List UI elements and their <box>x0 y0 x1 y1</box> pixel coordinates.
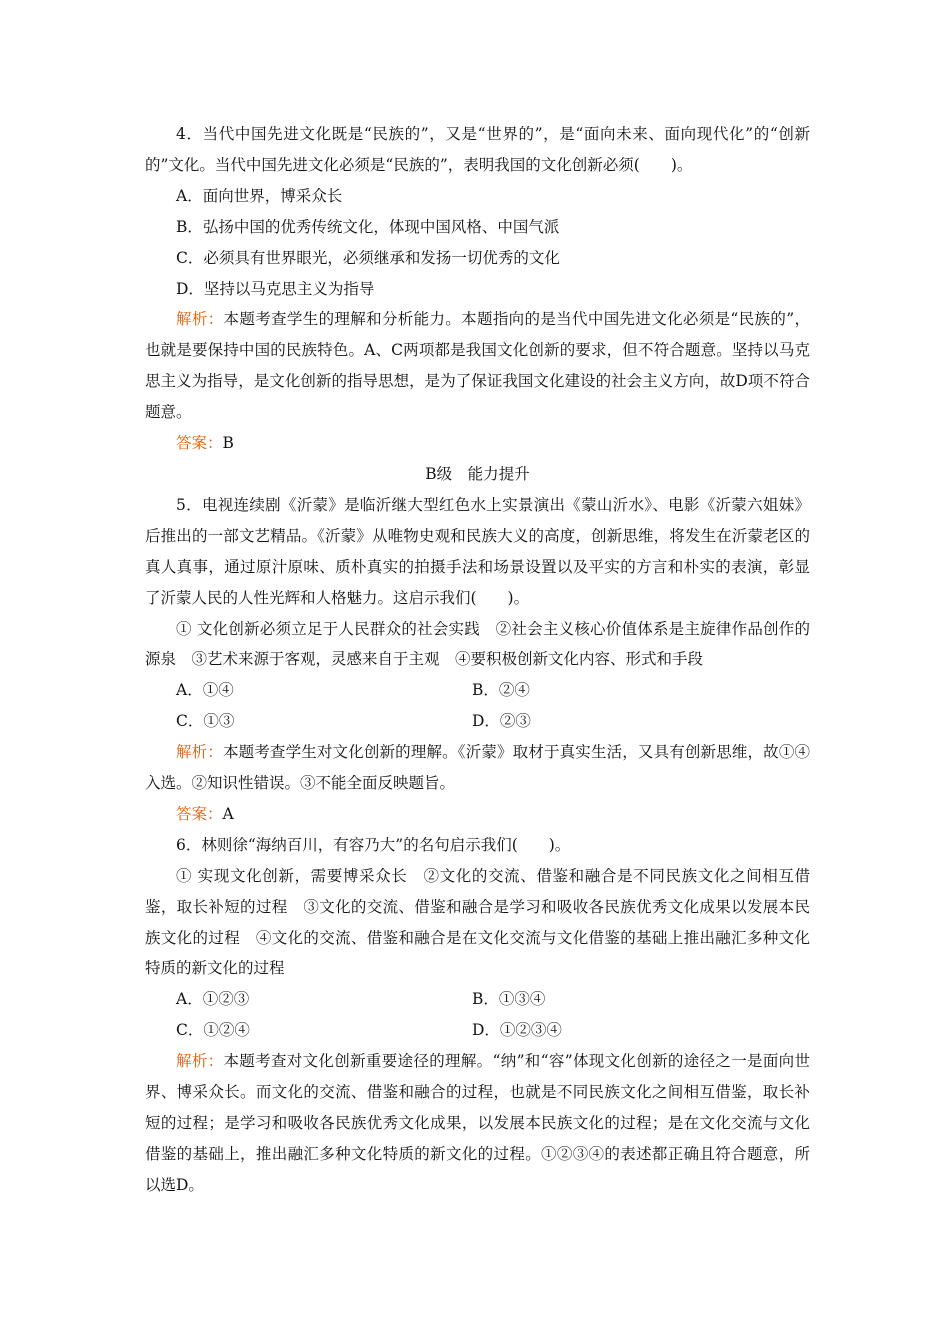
question-6-option-c: C．①②④ <box>176 1021 250 1040</box>
answer-value: B <box>222 434 234 453</box>
question-5-option-d: D．②③ <box>472 712 531 731</box>
question-6-options <box>145 984 810 1046</box>
analysis-text: 本题考查对文化创新重要途径的理解。“纳”和“容”体现文化创新的途径之一是面向世界、博采众长。而文化的交流、借鉴和融合的过程，也就是不同民族文化之间相互借鉴，取长补短的过程；是学习和吸收各民族优秀文化成果，以发展本民族文化的过程；是在文化交流与文化借鉴的基础上，推出融汇多种文化特质的新文化的过程。①②③④的表述都正确且符合题意，所以选D。 <box>145 1052 810 1194</box>
question-5-analysis <box>145 737 810 799</box>
question-6-option-b: B．①③④ <box>472 990 546 1009</box>
question-6-stem: 6．林则徐“海纳百川，有容乃大”的名句启示我们( )。 <box>176 835 571 854</box>
analysis-label: 解析： <box>176 310 224 329</box>
analysis-label: 解析： <box>176 743 223 762</box>
question-4-analysis <box>145 304 810 428</box>
question-6-statements: ① 实现文化创新，需要博采众长 ②文化的交流、借鉴和融合是不同民族文化之间相互借鉴，取长补短的过程 ③文化的交流、借鉴和融合是学习和吸收各民族优秀文化成果以发展本民族文化的过程 ④文化的交流、借鉴和融合是在文化交流与文化借鉴的基础上推出融汇多种文化特质的新文化的过程 <box>145 866 810 978</box>
question-5-option-a: A．①④ <box>176 681 234 700</box>
question-6-option-d: D．①②③④ <box>472 1021 562 1040</box>
question-4-option-c: C．必须具有世界眼光，必须继承和发扬一切优秀的文化 <box>176 248 560 267</box>
analysis-text: 本题考查学生的理解和分析能力。本题指向的是当代中国先进文化必须是“民族的”，也就是要保持中国的民族特色。A、C两项都是我国文化创新的要求，但不符合题意。坚持以马克思主义为指导，是文化创新的指导思想，是为了保证我国文化建设的社会主义方向，故D项不符合题意。 <box>145 310 810 422</box>
question-4-option-a: A．面向世界，博采众长 <box>176 186 343 205</box>
question-6-analysis <box>145 1046 810 1201</box>
question-5-statements: ① 文化创新必须立足于人民群众的社会实践 ②社会主义核心价值体系是主旋律作品创作的源泉 ③艺术来源于客观，灵感来自于主观 ④要积极创新文化内容、形式和手段 <box>145 619 810 669</box>
question-5-stem: 5．电视连续剧《沂蒙》是临沂继大型红色水上实景演出《蒙山沂水》、电影《沂蒙六姐妹》后推出的一部文艺精品。《沂蒙》从唯物史观和民族大义的高度，创新思维，将发生在沂蒙老区的真人真事，通过原汁原味、质朴真实的拍摄手法和场景设置以及平实的方言和朴实的表演，彰显了沂蒙人民的人性光辉和人格魅力。这启示我们( )。 <box>145 495 810 607</box>
analysis-text: 本题考查学生对文化创新的理解。《沂蒙》取材于真实生活，又具有创新思维，故①④入选。②知识性错误。③不能全面反映题旨。 <box>145 743 810 793</box>
question-5-answer <box>145 799 810 830</box>
section-title: B级 能力提升 <box>425 464 530 483</box>
question-4-option-b: B．弘扬中国的优秀传统文化，体现中国风格、中国气派 <box>176 217 560 236</box>
question-6-option-a: A．①②③ <box>176 990 250 1009</box>
analysis-label: 解析： <box>176 1052 224 1071</box>
question-4-answer <box>145 428 810 459</box>
answer-label: 答案： <box>176 434 223 453</box>
answer-value: A <box>222 804 234 823</box>
question-5-option-b: B．②④ <box>472 681 530 700</box>
question-4-option-d: D．坚持以马克思主义为指导 <box>176 279 375 298</box>
answer-label: 答案： <box>176 804 223 823</box>
question-5-options <box>145 675 810 737</box>
question-4-stem: 4．当代中国先进文化既是“民族的”，又是“世界的”，是“面向未来、面向现代化”的“创新的”文化。当代中国先进文化必须是“民族的”，表明我国的文化创新必须( )。 <box>145 125 810 174</box>
document-content <box>145 119 810 1201</box>
question-5-option-c: C．①③ <box>176 712 235 731</box>
